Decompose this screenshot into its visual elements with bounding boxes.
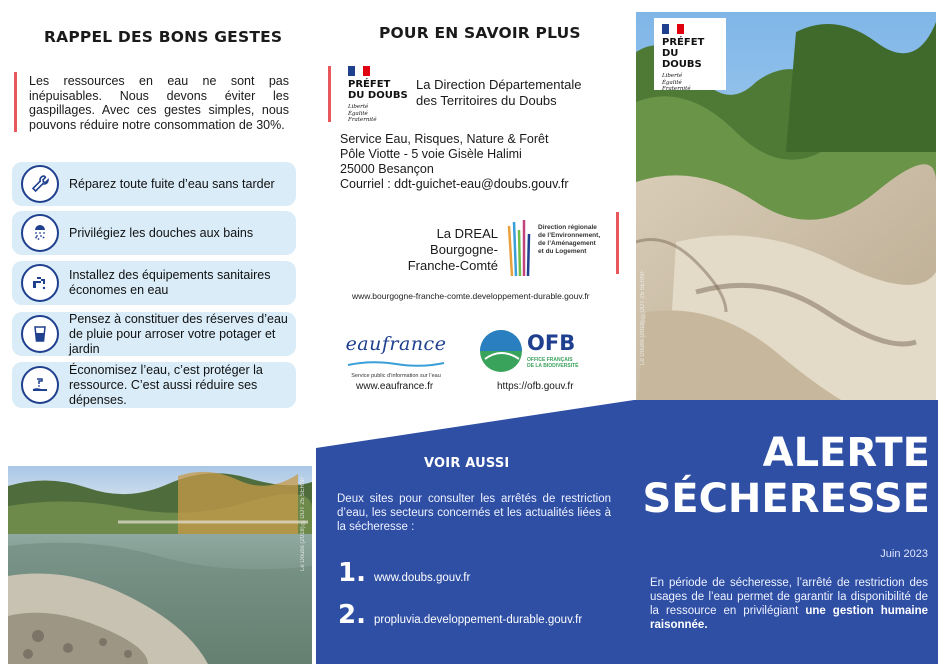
- address-line: Pôle Viotte - 5 voie Gisèle Halimi: [340, 147, 522, 161]
- left-accent-bar: [14, 72, 17, 132]
- eaufrance-wave-icon: [346, 360, 446, 368]
- water-glass-icon: [21, 315, 59, 353]
- ddt-contact: [340, 132, 569, 192]
- dreal-logo-icon: [506, 218, 532, 278]
- dreal-desc-line: et du Logement: [538, 248, 587, 255]
- dreal-description: [538, 224, 600, 256]
- left-photo-credit: Le Doubs (2018) ©DDT 25 SERNF: [300, 476, 306, 571]
- hand-washing-icon: [21, 366, 59, 404]
- ofb-emblem-icon: [479, 329, 523, 373]
- cover-title-line1: ALERTE: [762, 430, 930, 476]
- logo-motto: Égalité: [348, 110, 368, 117]
- address-line: 25000 Besançon: [340, 162, 434, 176]
- dreal-url[interactable]: www.bourgogne-franche-comte.developpement-durable.gouv.fr: [352, 291, 590, 301]
- right-panel: [634, 0, 950, 671]
- logo-title-line1: PRÉFET: [348, 79, 391, 90]
- service-name: Service Eau, Risques, Nature & Forêt: [340, 132, 549, 146]
- link-item[interactable]: [338, 600, 582, 630]
- left-panel: [0, 0, 316, 671]
- link-number: 2.: [338, 600, 366, 630]
- middle-accent-bar: [328, 66, 331, 122]
- cover-date: Juin 2023: [880, 548, 928, 560]
- dreal-accent-bar: [616, 212, 619, 274]
- tip-text: Réparez toute fuite d’eau sans tarder: [69, 176, 275, 191]
- left-title: RAPPEL DES BONS GESTES: [44, 28, 283, 46]
- logo-title-line2: DU DOUBS: [348, 90, 408, 101]
- tip-rainwater: [12, 312, 296, 356]
- tip-text: Économisez l’eau, c’est protéger la ressource. C’est aussi réduire ses dépenses.: [69, 362, 263, 407]
- logo-motto: Égalité: [662, 79, 682, 86]
- ofb-wordmark: OFB: [527, 331, 576, 355]
- link-url[interactable]: www.doubs.gouv.fr: [374, 572, 471, 584]
- ofb-url[interactable]: https://ofb.gouv.fr: [497, 381, 574, 392]
- right-photo-credit: Le Doubs (2018) ©DDT 25 SERNF: [640, 270, 646, 365]
- ddt-name: [416, 77, 581, 109]
- river-photo: [8, 466, 312, 664]
- logo-motto: Fraternité: [348, 117, 377, 123]
- cover-title: [642, 430, 930, 522]
- tricolor-flag: [662, 24, 684, 34]
- dreal-desc-line: de l’Environnement,: [538, 232, 601, 239]
- voir-aussi-section: [316, 400, 634, 664]
- link-url[interactable]: propluvia.developpement-durable.gouv.fr: [374, 614, 583, 626]
- voir-aussi-text: Deux sites pour consulter les arrêtés de restriction d’eau, les secteurs concernés et les actualités liées à la sécheresse :: [337, 493, 611, 533]
- logo-motto: Liberté: [348, 104, 369, 110]
- cover-body-text: En période de sécheresse, l’arrêté de restriction des usages de l’eau permet de garantir la disponibilité de la ressource en privilégiant: [650, 577, 928, 617]
- logo-title-line1: PRÉFET: [662, 37, 705, 48]
- logo-motto: Liberté: [662, 73, 683, 79]
- voir-aussi-title: VOIR AUSSI: [424, 456, 510, 471]
- tip-equipment: [12, 261, 296, 305]
- link-item[interactable]: [338, 558, 470, 588]
- logo-motto: Fraternité: [662, 86, 691, 92]
- ofb-logo: [479, 329, 589, 375]
- shower-icon: [21, 214, 59, 252]
- dreal-line: Franche-Comté: [407, 258, 498, 273]
- cover-blue-block: [634, 400, 938, 664]
- eaufrance-url[interactable]: www.eaufrance.fr: [356, 381, 434, 392]
- ofb-subtitle: DE LA BIODIVERSITÉ: [527, 363, 579, 369]
- tip-text: Installez des équipements sanitaires économes en eau: [69, 268, 271, 297]
- dreal-line: Bourgogne-: [430, 242, 498, 257]
- dreal-desc-line: Direction régionale: [538, 224, 597, 231]
- tip-text: Privilégiez les douches aux bains: [69, 225, 254, 240]
- dreal-line: La DREAL: [436, 226, 498, 241]
- eaufrance-wordmark: eaufrance: [345, 333, 447, 355]
- link-number: 1.: [338, 558, 366, 588]
- tip-showers: [12, 211, 296, 255]
- dreal-desc-line: de l’Aménagement: [538, 240, 596, 247]
- tip-save-water: [12, 362, 296, 408]
- cover-body-strong: une gestion humaine raisonnée.: [650, 605, 929, 631]
- left-intro: Les ressources en eau ne sont pas inépuisables. Nous devons éviter les gaspillages. Avec ces gestes simples, nous pouvons réduire notre consommation de 30%.: [29, 74, 289, 132]
- contact-email[interactable]: Courriel : ddt-guichet-eau@doubs.gouv.fr: [340, 177, 569, 191]
- faucet-icon: [21, 264, 59, 302]
- ofb-subtitle: OFFICE FRANÇAIS: [527, 357, 573, 363]
- middle-title: POUR EN SAVOIR PLUS: [379, 24, 581, 42]
- middle-panel: [316, 0, 634, 671]
- cover-title-line2: SÉCHERESSE: [642, 476, 930, 522]
- eaufrance-logo: [344, 333, 448, 379]
- prefet-logo-middle: [348, 66, 408, 124]
- tip-repair-leaks: [12, 162, 296, 206]
- ddt-line: des Territoires du Doubs: [416, 93, 557, 108]
- cover-photo: [636, 12, 936, 412]
- tip-text: Pensez à constituer des réserves d’eau de pluie pour arroser votre potager et jardin: [69, 311, 288, 356]
- eaufrance-tagline: Service public d’information sur l’eau: [351, 373, 441, 379]
- dreal-name: [398, 226, 498, 274]
- logo-title-line2: DU DOUBS: [662, 48, 702, 70]
- wrench-icon: [21, 165, 59, 203]
- prefet-logo-cover: [654, 18, 726, 90]
- cover-body: [650, 576, 928, 632]
- tricolor-flag: [348, 66, 370, 76]
- ddt-line: La Direction Départementale: [416, 77, 582, 92]
